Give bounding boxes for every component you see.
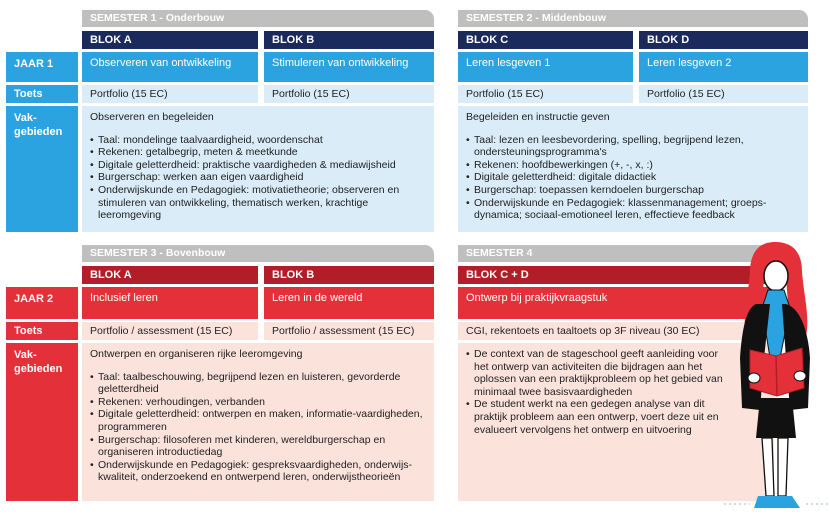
face-shape xyxy=(764,261,788,291)
course-observeren: Observeren van ontwikkeling xyxy=(82,52,258,82)
vakgebieden-label-2: Vak- gebieden xyxy=(6,343,78,501)
toets-blok-a: Portfolio (15 EC) xyxy=(82,85,258,103)
book-spine xyxy=(776,356,777,396)
semester-4-list xyxy=(466,348,724,436)
right-hand xyxy=(794,371,806,381)
semester-3-header: SEMESTER 3 - Bovenbouw xyxy=(82,245,434,262)
toets-blok-b-y2: Portfolio / assessment (15 EC) xyxy=(264,322,434,340)
list-item: • Onderwijskunde en Pedagogiek: gespreksvaardigheden, onderwijs-kwaliteit, onderzoekend en ontwerpend leren, onderwijstheorieën xyxy=(98,459,426,484)
blok-a-header: BLOK A xyxy=(82,31,258,49)
semester-2-header: SEMESTER 2 - Middenbouw xyxy=(458,10,808,27)
vakgebieden-label-1: Vak- gebieden xyxy=(6,106,78,232)
list-item: • Taal: taalbeschouwing, begrijpend lezen en luisteren, gevorderde geletterdheid xyxy=(98,371,426,396)
course-leren-in-de-wereld: Leren in de wereld xyxy=(264,287,434,319)
right-shoe xyxy=(776,496,800,508)
list-item: • Digitale geletterdheid: praktische vaardigheden & mediawijsheid xyxy=(98,159,426,172)
toets-label-2: Toets xyxy=(6,322,78,340)
semester-2-intro: Begeleiden en instructie geven xyxy=(466,111,610,123)
semester-2-content xyxy=(458,106,808,232)
semester-1-content xyxy=(82,106,434,232)
list-item: • Rekenen: getalbegrip, meten & meetkunde xyxy=(98,146,426,159)
right-leg xyxy=(778,438,788,496)
list-item: • Digitale geletterdheid: ontwerpen en maken, informatie-vaardigheden, programmeren xyxy=(98,408,426,433)
list-item: • Taal: lezen en leesbevordering, spelling, begrijpend lezen, ondersteuningsprogramma's xyxy=(474,134,800,159)
list-item: • Digitale geletterdheid: digitale didactiek xyxy=(474,171,800,184)
list-item: • De student werkt na een gedegen analyse van dit praktijk probleem aan een ontwerp, voert deze uit en evalueert vervolgens het ontwerp en uitvoering xyxy=(474,398,724,436)
course-leren-lesgeven-1: Leren lesgeven 1 xyxy=(458,52,633,82)
left-shoe xyxy=(754,496,778,508)
blok-cd-header: BLOK C + D xyxy=(458,266,774,284)
toets-blok-b: Portfolio (15 EC) xyxy=(264,85,434,103)
toets-label-1: Toets xyxy=(6,85,78,103)
toets-blok-cd: CGI, rekentoets en taaltoets op 3F niveau (30 EC) xyxy=(458,322,774,340)
semester-1-intro: Observeren en begeleiden xyxy=(90,111,214,123)
course-ontwerp-praktijkvraagstuk: Ontwerp bij praktijkvraagstuk xyxy=(458,287,774,319)
jaar-1-label: JAAR 1 xyxy=(6,52,78,82)
semester-3-list xyxy=(90,371,426,484)
blok-b-header: BLOK B xyxy=(264,31,434,49)
list-item: • Rekenen: verhoudingen, verbanden xyxy=(98,396,426,409)
jaar-2-label: JAAR 2 xyxy=(6,287,78,319)
left-hand xyxy=(748,373,760,383)
semester-2-list xyxy=(466,134,800,222)
list-item: • De context van de stageschool geeft aanleiding voor het ontwerp van activiteiten die bijdragen aan het oplossen van een praktijkprobleem op het gebied van minimaal twee basisvaardigheden xyxy=(474,348,724,398)
left-leg xyxy=(762,438,774,496)
semester-3-content xyxy=(82,343,434,501)
semester-4-header: SEMESTER 4 xyxy=(458,245,774,262)
list-item: • Onderwijskunde en Pedagogiek: motivatietheorie; observeren en stimuleren van ontwikkeling, thematisch werken, krachtige leeromgeving xyxy=(98,184,426,222)
toets-blok-c: Portfolio (15 EC) xyxy=(458,85,633,103)
toets-blok-a-y2: Portfolio / assessment (15 EC) xyxy=(82,322,258,340)
course-leren-lesgeven-2: Leren lesgeven 2 xyxy=(639,52,808,82)
toets-blok-d: Portfolio (15 EC) xyxy=(639,85,808,103)
blok-d-header: BLOK D xyxy=(639,31,808,49)
list-item: • Burgerschap: werken aan eigen vaardigheid xyxy=(98,171,426,184)
blok-a-header-y2: BLOK A xyxy=(82,266,258,284)
list-item: • Onderwijskunde en Pedagogiek: klassenmanagement; groeps-dynamica; sociaal-emotioneel leren, effectieve feedback xyxy=(474,197,800,222)
course-stimuleren: Stimuleren van ontwikkeling xyxy=(264,52,434,82)
blok-b-header-y2: BLOK B xyxy=(264,266,434,284)
blok-c-header: BLOK C xyxy=(458,31,633,49)
list-item: • Taal: mondelinge taalvaardigheid, woordenschat xyxy=(98,134,426,147)
list-item: • Burgerschap: toepassen kerndoelen burgerschap xyxy=(474,184,800,197)
semester-1-list xyxy=(90,134,426,222)
list-item: • Rekenen: hoofdbewerkingen (+, -, x, :) xyxy=(474,159,800,172)
skirt-shape xyxy=(756,398,796,438)
course-inclusief-leren: Inclusief leren xyxy=(82,287,258,319)
semester-1-header: SEMESTER 1 - Onderbouw xyxy=(82,10,434,27)
semester-3-intro: Ontwerpen en organiseren rijke leeromgeving xyxy=(90,348,303,360)
list-item: • Burgerschap: filosoferen met kinderen, wereldburgerschap en organiseren introductiedag xyxy=(98,434,426,459)
student-reading-illustration xyxy=(720,238,830,518)
